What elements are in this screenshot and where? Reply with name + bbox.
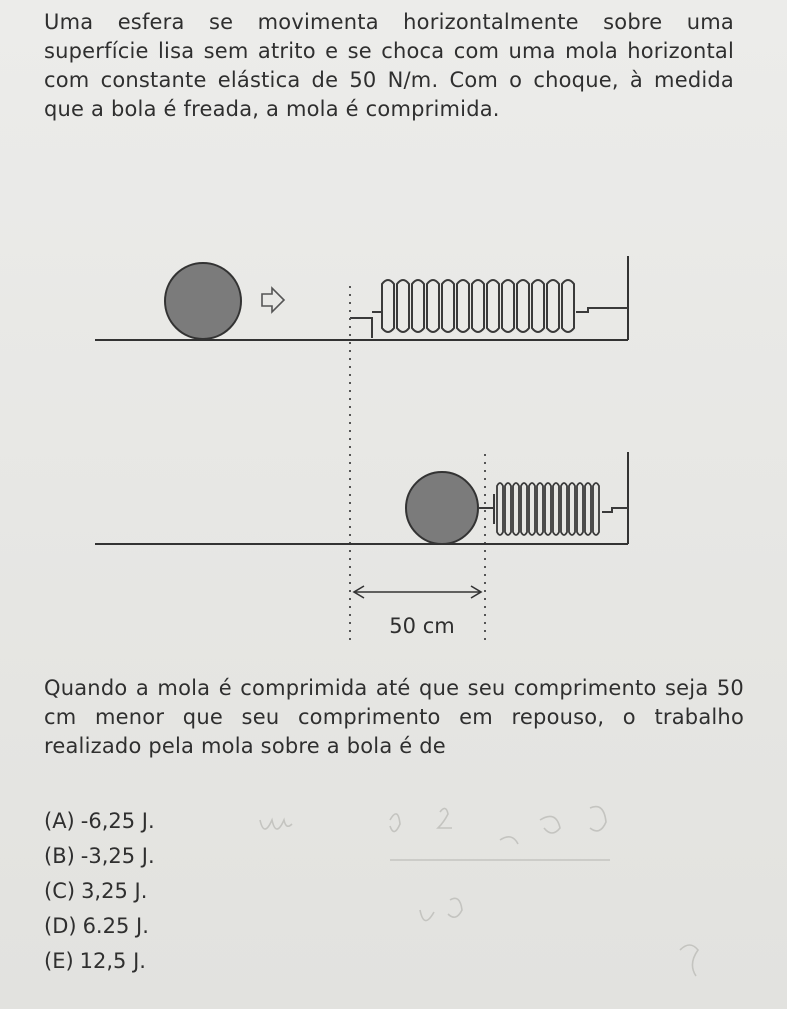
option-e[interactable] — [44, 944, 155, 979]
option-letter: (D) — [44, 914, 77, 938]
pencil-mark-4 — [420, 898, 698, 976]
option-b[interactable] — [44, 839, 155, 874]
option-letter: (B) — [44, 844, 75, 868]
arrow-right-icon — [262, 288, 284, 312]
option-text: 12,5 J. — [79, 949, 146, 973]
option-a[interactable] — [44, 804, 155, 839]
spring-end-right-bottom — [602, 508, 628, 512]
spring-end-right-top — [576, 308, 628, 312]
option-letter: (C) — [44, 879, 76, 903]
option-text: 3,25 J. — [81, 879, 148, 903]
option-text: 6.25 J. — [82, 914, 149, 938]
spring-coils-top — [382, 280, 574, 332]
problem-statement: Uma esfera se movimenta horizontalmente sobre uma superfície lisa sem atrito e se choca com uma mola horizontal com constante elástica de 50 N/m. Com o choque, à medida que a bola é freada, a mola é comprimida. — [44, 10, 734, 121]
pencil-mark-1 — [260, 820, 292, 829]
ball-bottom — [406, 472, 478, 544]
ball-top — [165, 263, 241, 339]
spring-end-left-top — [350, 312, 382, 338]
pencil-mark-2 — [390, 808, 452, 831]
question-statement: Quando a mola é comprimida até que seu comprimento seja 50 cm menor que seu comprimento em repouso, o trabalho realizado pela mola sobre a bola é de — [44, 676, 744, 758]
spring-ball-figure — [0, 236, 787, 656]
option-letter: (E) — [44, 949, 74, 973]
option-letter: (A) — [44, 809, 75, 833]
compression-label: 50 cm — [389, 614, 455, 638]
answer-options — [44, 804, 155, 979]
pencil-notes — [240, 800, 780, 1000]
option-c[interactable] — [44, 874, 155, 909]
spring-coils-bottom — [497, 483, 599, 535]
option-text: -6,25 J. — [80, 809, 155, 833]
pencil-mark-3 — [390, 807, 610, 860]
option-text: -3,25 J. — [80, 844, 155, 868]
option-d[interactable] — [44, 909, 155, 944]
